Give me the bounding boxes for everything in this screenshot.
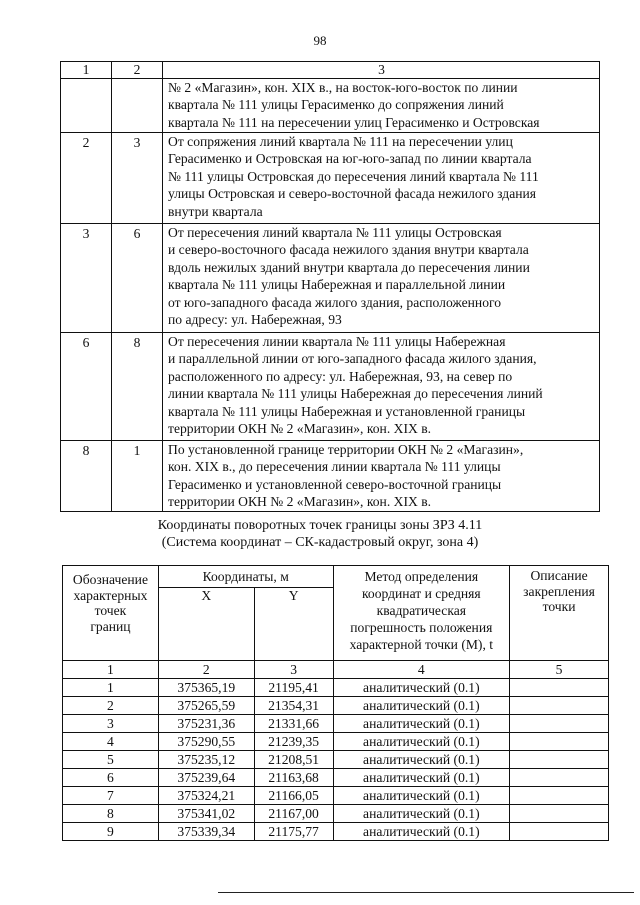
- table-caption-subtitle: (Система координат – СК-кадастровый округ, зона 4): [161, 535, 479, 550]
- to-point: 8: [112, 333, 163, 441]
- description-line: вдоль нежилых зданий внутри квартала до пересечения линии: [168, 259, 530, 275]
- table-row: [63, 697, 609, 715]
- description-line: территории ОКН № 2 «Магазин», кон. XIX в.: [168, 421, 432, 437]
- designation-header: [63, 566, 159, 661]
- table-row: [63, 733, 609, 751]
- table-row: [63, 823, 609, 841]
- page-bottom-rule: [218, 892, 634, 893]
- header-line: погрешность положения: [350, 620, 493, 635]
- description-line: от юго-западного фасада жилого здания, расположенного: [168, 294, 502, 310]
- x-header: X: [158, 588, 254, 661]
- method-value: аналитический (0.1): [333, 823, 510, 841]
- column-index: 2: [158, 661, 254, 679]
- table-row: [63, 751, 609, 769]
- point-description: [510, 715, 609, 733]
- description-line: по адресу: ул. Набережная, 93: [168, 312, 342, 328]
- method-value: аналитический (0.1): [333, 715, 510, 733]
- table-row: [61, 333, 600, 441]
- table-row: [61, 441, 600, 512]
- table-row: [63, 715, 609, 733]
- description-line: Герасименко и установленной северо-восточной границы: [168, 476, 502, 492]
- from-point: 8: [61, 441, 112, 512]
- table-row: [63, 805, 609, 823]
- description-line: квартала № 111 улицы Набережная и параллельной линии: [168, 277, 506, 293]
- from-point: 2: [61, 133, 112, 224]
- coordinate-x: 375324,21: [158, 787, 254, 805]
- table-row: [63, 679, 609, 697]
- method-value: аналитический (0.1): [333, 751, 510, 769]
- segment-description: [163, 333, 600, 441]
- point-description: [510, 751, 609, 769]
- point-number: 1: [63, 679, 159, 697]
- to-point: 3: [112, 133, 163, 224]
- point-description: [510, 769, 609, 787]
- coordinate-x: 375365,19: [158, 679, 254, 697]
- table-row: [61, 79, 600, 133]
- header-col-1: 1: [61, 62, 112, 79]
- method-value: аналитический (0.1): [333, 787, 510, 805]
- description-header: [510, 566, 609, 661]
- coordinate-x: 375239,64: [158, 769, 254, 787]
- from-point: 6: [61, 333, 112, 441]
- method-header: [333, 566, 510, 661]
- table-header-row: [63, 566, 609, 588]
- column-index-row: [63, 661, 609, 679]
- table-header-row: [61, 62, 600, 79]
- to-point: [112, 79, 163, 133]
- point-number: 3: [63, 715, 159, 733]
- coordinate-y: 21167,00: [254, 805, 333, 823]
- description-line: № 111 улицы Островская до пересечения линий квартала № 111: [168, 168, 539, 184]
- point-description: [510, 697, 609, 715]
- header-line: Описание: [530, 568, 588, 583]
- header-col-2: 2: [112, 62, 163, 79]
- header-line: квадратическая: [376, 603, 467, 618]
- description-line: и параллельной линии от юго-западного фасада жилого здания,: [168, 351, 537, 367]
- method-value: аналитический (0.1): [333, 769, 510, 787]
- description-line: Герасименко и Островская на юг-юго-запад по линии квартала: [168, 151, 532, 167]
- header-line: границ: [90, 618, 131, 634]
- segment-description: [163, 224, 600, 333]
- coordinate-x: 375290,55: [158, 733, 254, 751]
- column-index: 5: [510, 661, 609, 679]
- description-line: квартала № 111 на пересечении улиц Герасименко и Островская: [168, 114, 540, 130]
- header-line: характерной точки (М), t: [349, 637, 494, 652]
- coordinate-y: 21175,77: [254, 823, 333, 841]
- column-index: 1: [63, 661, 159, 679]
- header-line: координат и средняя: [361, 586, 481, 601]
- segment-description: [163, 133, 600, 224]
- table-caption-title: Координаты поворотных точек границы зоны ЗРЗ 4.11: [157, 518, 483, 533]
- description-line: расположенного по адресу: ул. Набережная, 93, на север по: [168, 368, 513, 384]
- segment-description: [163, 441, 600, 512]
- point-description: [510, 787, 609, 805]
- description-line: № 2 «Магазин», кон. XIX в., на восток-юго-восток по линии: [168, 80, 518, 95]
- page-number: 98: [313, 33, 327, 48]
- table-row: [61, 224, 600, 333]
- method-value: аналитический (0.1): [333, 697, 510, 715]
- header-line: Обозначение: [72, 572, 148, 587]
- point-description: [510, 679, 609, 697]
- description-line: внутри квартала: [168, 203, 263, 219]
- method-value: аналитический (0.1): [333, 733, 510, 751]
- coordinate-y: 21195,41: [254, 679, 333, 697]
- description-line: От сопряжения линий квартала № 111 на пересечении улиц: [168, 134, 513, 149]
- point-number: 2: [63, 697, 159, 715]
- coordinate-y: 21166,05: [254, 787, 333, 805]
- segment-description: [163, 79, 600, 133]
- header-line: Метод определения: [364, 569, 479, 584]
- coordinate-x: 375339,34: [158, 823, 254, 841]
- description-line: От пересечения линий квартала № 111 улицы Островская: [168, 225, 502, 240]
- point-number: 8: [63, 805, 159, 823]
- table-row: [61, 133, 600, 224]
- to-point: 1: [112, 441, 163, 512]
- description-line: квартала № 111 улицы Герасименко до сопряжения линий: [168, 97, 504, 113]
- column-index: 3: [254, 661, 333, 679]
- description-line: территории ОКН № 2 «Магазин», кон. XIX в.: [168, 494, 432, 510]
- method-value: аналитический (0.1): [333, 679, 510, 697]
- point-number: 4: [63, 733, 159, 751]
- table-row: [63, 787, 609, 805]
- y-header: Y: [254, 588, 333, 661]
- coordinate-y: 21331,66: [254, 715, 333, 733]
- description-line: линии квартала № 111 улицы Набережная до пересечения линий: [168, 386, 543, 402]
- column-index: 4: [333, 661, 510, 679]
- boundary-description-table: [60, 61, 600, 512]
- description-line: кон. XIX в., до пересечения линии квартала № 111 улицы: [168, 459, 501, 475]
- point-description: [510, 823, 609, 841]
- coordinate-x: 375341,02: [158, 805, 254, 823]
- coordinate-y: 21163,68: [254, 769, 333, 787]
- point-number: 5: [63, 751, 159, 769]
- coordinates-header: Координаты, м: [158, 566, 333, 588]
- from-point: [61, 79, 112, 133]
- description-line: квартала № 111 улицы Набережная и установленной границы: [168, 403, 526, 419]
- coordinate-y: 21208,51: [254, 751, 333, 769]
- header-col-3: 3: [163, 62, 600, 79]
- table-row: [63, 769, 609, 787]
- point-description: [510, 733, 609, 751]
- to-point: 6: [112, 224, 163, 333]
- coordinate-x: 375235,12: [158, 751, 254, 769]
- point-number: 7: [63, 787, 159, 805]
- method-value: аналитический (0.1): [333, 805, 510, 823]
- coordinate-y: 21239,35: [254, 733, 333, 751]
- header-line: точек: [94, 603, 127, 618]
- description-line: По установленной границе территории ОКН № 2 «Магазин»,: [168, 442, 524, 457]
- point-number: 6: [63, 769, 159, 787]
- description-line: улицы Островская и северо-восточной фасада нежилого здания: [168, 186, 537, 202]
- coordinate-x: 375265,59: [158, 697, 254, 715]
- from-point: 3: [61, 224, 112, 333]
- description-line: От пересечения линии квартала № 111 улицы Набережная: [168, 334, 506, 349]
- coordinate-x: 375231,36: [158, 715, 254, 733]
- coordinate-y: 21354,31: [254, 697, 333, 715]
- point-description: [510, 805, 609, 823]
- description-line: и северо-восточного фасада нежилого здания внутри квартала: [168, 242, 529, 258]
- coordinates-table: [62, 565, 609, 841]
- point-number: 9: [63, 823, 159, 841]
- header-line: закрепления: [523, 583, 595, 599]
- header-line: точки: [542, 599, 576, 614]
- header-line: характерных: [73, 587, 148, 603]
